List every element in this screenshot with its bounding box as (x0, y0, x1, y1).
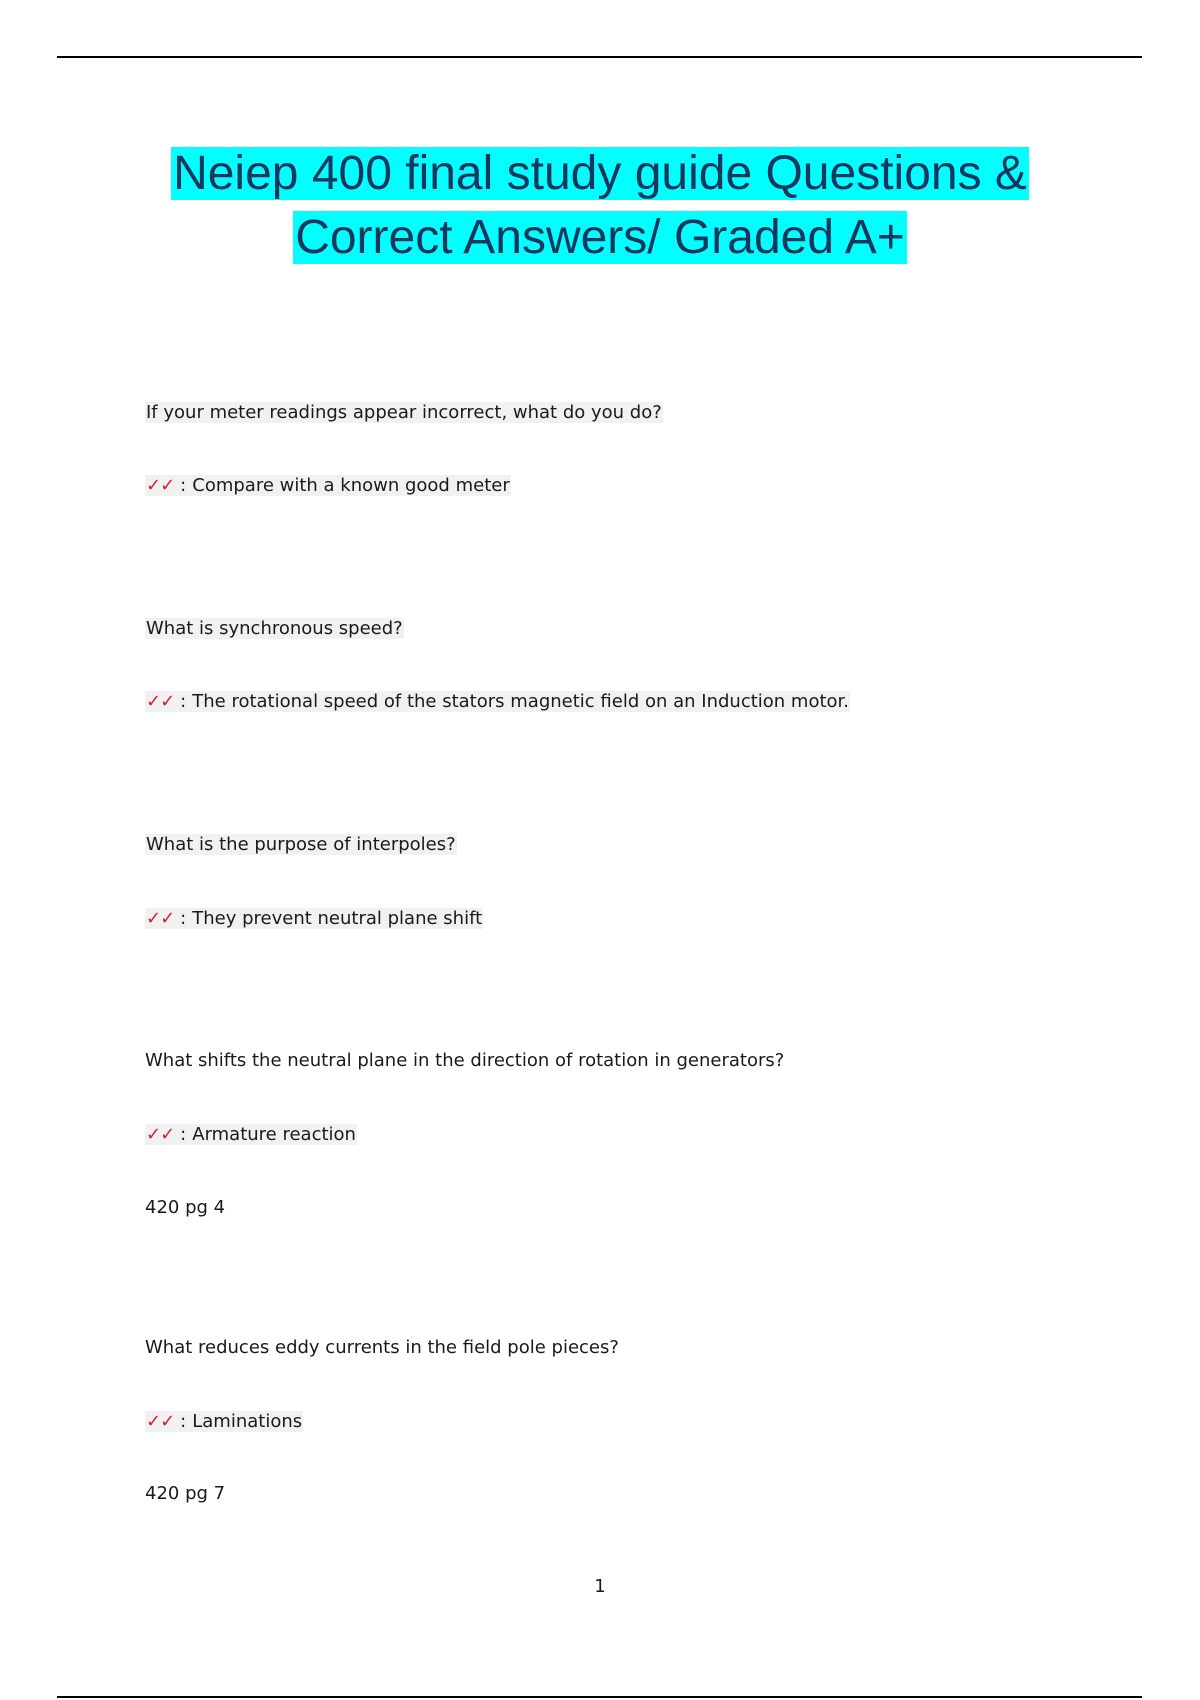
check-separator: : (180, 1411, 187, 1432)
answer-text: They prevent neutral plane shift (192, 908, 483, 929)
question-text: What is synchronous speed? (146, 618, 403, 639)
question-5 (145, 1335, 619, 1361)
answer-4 (145, 1122, 357, 1148)
answer-2 (145, 689, 850, 715)
double-check-icon: ✓✓ (146, 1411, 175, 1432)
question-1 (145, 400, 663, 426)
question-text: What reduces eddy currents in the field pole pieces? (145, 1337, 619, 1358)
double-check-icon: ✓✓ (146, 908, 175, 929)
answer-text: Laminations (192, 1411, 303, 1432)
reference-text: 420 pg 7 (145, 1483, 226, 1504)
reference-5 (145, 1481, 225, 1507)
question-text: What shifts the neutral plane in the direction of rotation in generators? (145, 1050, 785, 1071)
question-text: If your meter readings appear incorrect, what do you do? (146, 402, 662, 423)
bottom-rule (57, 1696, 1142, 1698)
answer-1 (145, 473, 511, 499)
check-separator: : (180, 908, 187, 929)
title-line-2: Correct Answers/ Graded A+ (295, 211, 905, 264)
double-check-icon: ✓✓ (146, 1124, 175, 1145)
reference-text: 420 pg 4 (145, 1197, 226, 1218)
answer-3 (145, 906, 483, 932)
top-rule (57, 56, 1142, 58)
page-number: 1 (594, 1576, 606, 1597)
check-separator: : (180, 475, 187, 496)
question-4 (145, 1048, 784, 1074)
document-title (0, 142, 1200, 270)
question-2 (145, 616, 404, 642)
question-3 (145, 832, 457, 858)
double-check-icon: ✓✓ (146, 691, 175, 712)
answer-5 (145, 1409, 303, 1435)
double-check-icon: ✓✓ (146, 475, 175, 496)
check-separator: : (180, 1124, 187, 1145)
answer-text: The rotational speed of the stators magnetic field on an Induction motor. (192, 691, 850, 712)
title-line-1: Neiep 400 final study guide Questions & (173, 147, 1027, 200)
reference-4 (145, 1195, 225, 1221)
answer-text: Armature reaction (192, 1124, 356, 1145)
question-text: What is the purpose of interpoles? (146, 834, 456, 855)
check-separator: : (180, 691, 187, 712)
answer-text: Compare with a known good meter (192, 475, 510, 496)
